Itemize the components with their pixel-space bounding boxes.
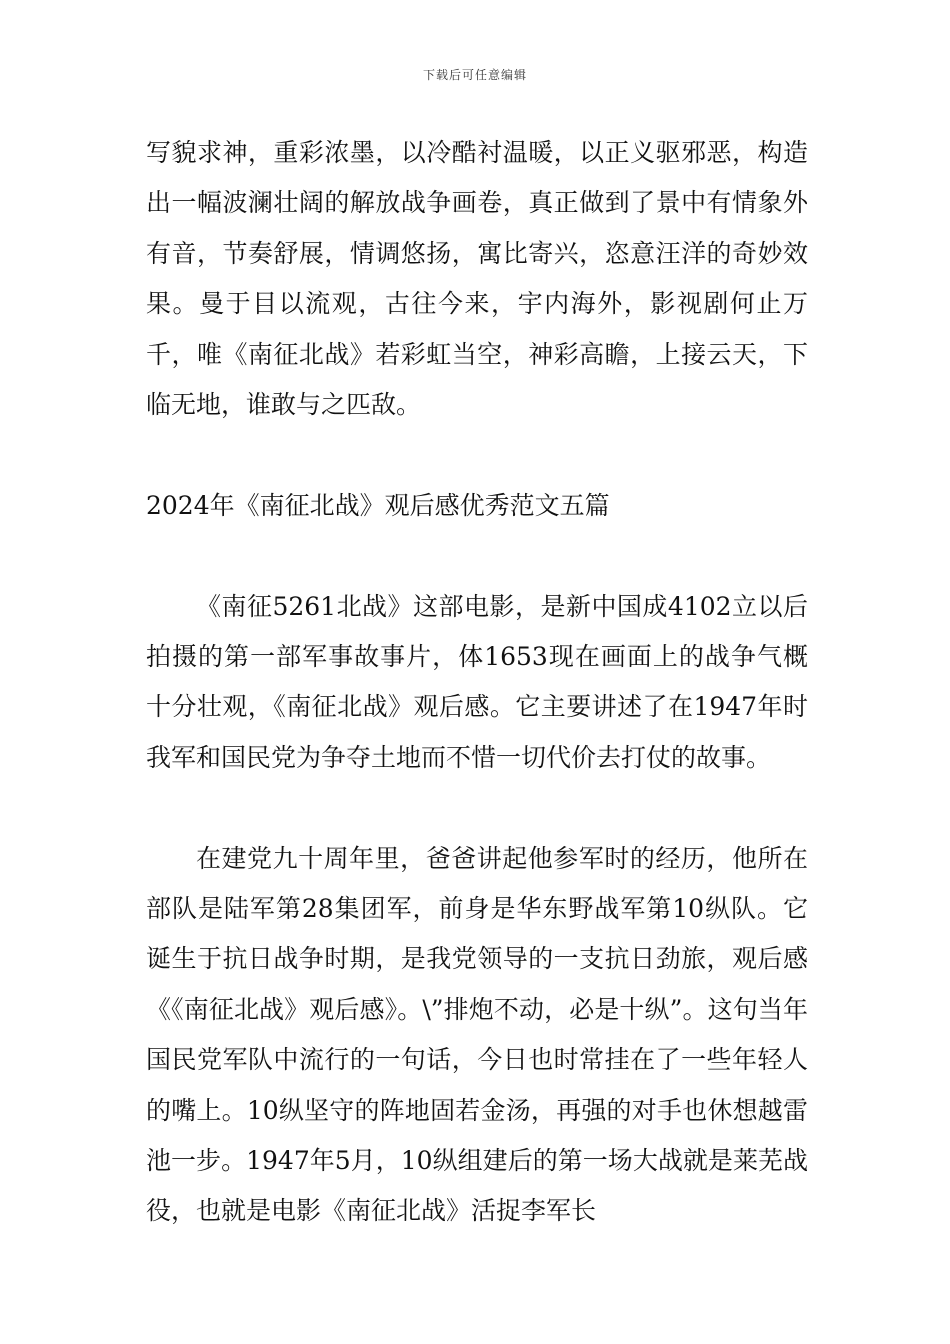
paragraph-gap <box>146 783 808 833</box>
paragraph-gap <box>146 531 808 581</box>
section-heading: 2024年《南征北战》观后感优秀范文五篇 <box>146 490 610 520</box>
paragraph-film-summary: 《南征5261北战》这部电影，是新中国成4102立以后拍摄的第一部军事故事片，体1653现在画面上的战争气概十分壮观，《南征北战》观后感。它主要讲述了在1947年时我军和国民党为争夺土地而不惜一切代价去打仗的故事。 <box>146 591 808 772</box>
page-header: 下载后可任意编辑 <box>422 68 527 82</box>
document-body <box>146 128 808 1237</box>
paragraph-gap <box>146 430 808 480</box>
paragraph-intro: 写貌求神，重彩浓墨，以冷酷衬温暖，以正义驱邪恶，构造出一幅波澜壮阔的解放战争画卷，真正做到了景中有情象外有音，节奏舒展，情调悠扬，寓比寄兴，恣意汪洋的奇妙效果。曼于目以流观，古往今来，宇内海外，影视剧何止万千，唯《南征北战》若彩虹当空，神彩高瞻，上接云天，下临无地，谁敢与之匹敌。 <box>146 138 808 420</box>
paragraph-army-history: 在建党九十周年里，爸爸讲起他参军时的经历，他所在部队是陆军第28集团军，前身是华东野战军第10纵队。它诞生于抗日战争时期，是我党领导的一支抗日劲旅，观后感《《南征北战》观后感》。\”排炮不动，必是十纵”。这句当年国民党军队中流行的一句话，今日也时常挂在了一些年轻人的嘴上。10纵坚守的阵地固若金汤，再强的对手也休想越雷池一步。1947年5月，10纵组建后的第一场大战就是莱芜战役，也就是电影《南征北战》活捉李军长 <box>146 843 808 1226</box>
